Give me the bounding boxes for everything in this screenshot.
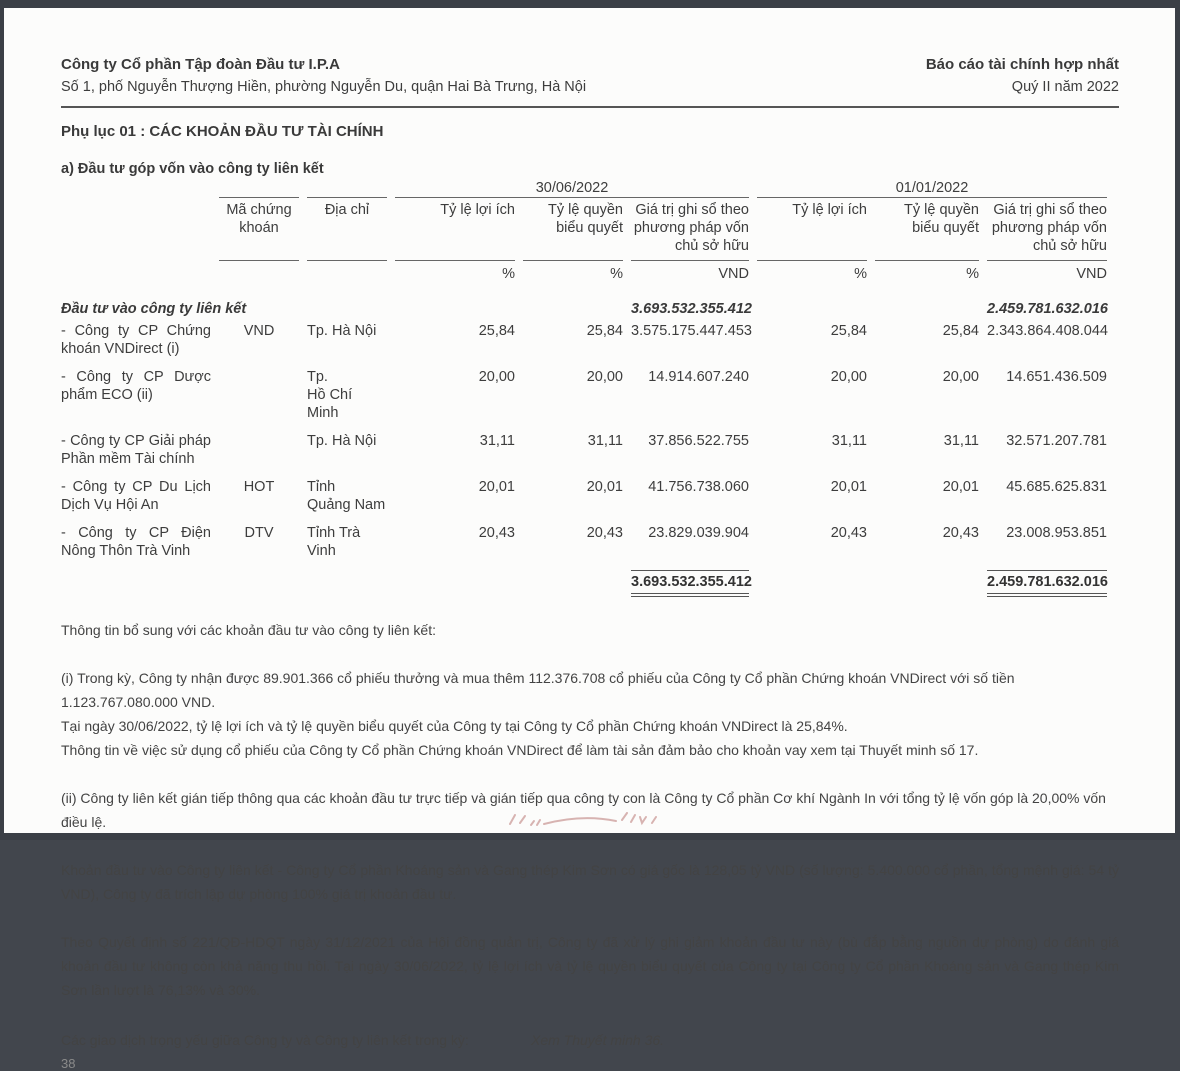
- page-header: [61, 53, 1119, 99]
- value-1-cell: 23.829.039.904: [648, 525, 749, 541]
- unit-pct: %: [854, 266, 867, 282]
- value-1-cell: 3.575.175.447.453: [631, 323, 752, 339]
- spacer-cell: [757, 570, 867, 597]
- address-cell: [307, 322, 387, 368]
- note-kimson: Khoản đầu tư vào Công ty liên kết - Công ty Cổ phần Khoáng sản và Gang thép Kim Sơn có giá gốc là 128,05 tỷ VND (số lượng: 5.400.000 cổ phần, tổng mệnh giá: 54 tỷ VND), Công ty đã trích lập dự phòng 100% giá trị khoản đầu tư.: [61, 862, 1119, 902]
- total-value-1: 3.693.532.355.412: [631, 570, 749, 597]
- appendix-title: Phụ lục 01 : CÁC KHOẢN ĐẦU TƯ TÀI CHÍNH: [61, 123, 384, 140]
- col-header-value-2: Giá trị ghi sổ theo phương pháp vốn chủ sở hữu: [987, 198, 1107, 261]
- spacer-cell: [875, 285, 979, 322]
- period-header-row: [61, 179, 1107, 198]
- note-i-line2: Tại ngày 30/06/2022, tỷ lệ lợi ích và tỷ lệ quyền biểu quyết của Công ty tại Công ty Cổ phần Chứng khoán VNDirect là 25,84%.: [61, 718, 848, 734]
- grand-total-row: [61, 570, 1107, 597]
- benefit-1-cell: 25,84: [478, 323, 515, 339]
- benefit-2-cell: 20,43: [830, 525, 867, 541]
- ticker-cell: [219, 368, 299, 432]
- transactions-row: [61, 1028, 1119, 1052]
- group-total-row: [61, 285, 1107, 322]
- voting-2-cell: 31,11: [943, 433, 979, 449]
- ticker-cell: VND: [243, 323, 275, 339]
- unit-pct: %: [966, 266, 979, 282]
- address-cell: [307, 368, 387, 432]
- address-line: Tp.: [307, 369, 328, 385]
- investments-table: [53, 179, 1115, 597]
- col-header-value-1: Giá trị ghi sổ theo phương pháp vốn chủ sở hữu: [631, 198, 749, 261]
- voting-1-cell: 31,11: [587, 433, 623, 449]
- unit-vnd: VND: [718, 266, 749, 282]
- company-address: Số 1, phố Nguyễn Thượng Hiền, phường Nguyễn Du, quận Hai Bà Trưng, Hà Nội: [61, 79, 587, 95]
- unit-pct: %: [502, 266, 515, 282]
- value-2-cell: 32.571.207.781: [1006, 433, 1107, 449]
- col-header-code: Mã chứng khoán: [219, 198, 299, 261]
- notes-section: [61, 618, 1119, 1052]
- report-period: Quý II năm 2022: [1011, 79, 1119, 95]
- header-divider: [61, 106, 1119, 108]
- value-2-cell: 2.343.864.408.044: [987, 323, 1108, 339]
- period-2-header: 01/01/2022: [757, 179, 1107, 198]
- stamp-remnant: [504, 808, 664, 830]
- voting-1-cell: 25,84: [586, 323, 623, 339]
- benefit-1-cell: 20,01: [478, 479, 515, 495]
- spacer-cell: [395, 285, 515, 322]
- spacer-cell: [61, 179, 211, 198]
- voting-2-cell: 20,00: [942, 369, 979, 385]
- group-label: Đầu tư vào công ty liên kết: [61, 301, 247, 317]
- voting-1-cell: 20,43: [586, 525, 623, 541]
- group-value-2: 2.459.781.632.016: [987, 301, 1108, 317]
- voting-1-cell: 20,01: [586, 479, 623, 495]
- benefit-2-cell: 31,11: [831, 433, 867, 449]
- spacer-cell: [395, 570, 515, 597]
- col-header-benefit-2: Tỷ lệ lợi ích: [757, 198, 867, 261]
- benefit-1-cell: 20,00: [478, 369, 515, 385]
- voting-2-cell: 20,43: [942, 525, 979, 541]
- value-2-cell: 23.008.953.851: [1006, 525, 1107, 541]
- spacer-cell: [307, 570, 387, 597]
- address-line: Tp. Hà Nội: [307, 323, 377, 339]
- note-i-line1: (i) Trong kỳ, Công ty nhận được 89.901.366 cổ phiếu thưởng và mua thêm 112.376.708 cổ phiếu của Công ty Cổ phần Chứng khoán VNDirect với số tiền 1.123.767.080.000 VND.: [61, 670, 1015, 710]
- address-line: Quảng Nam: [307, 497, 386, 513]
- address-cell: [307, 432, 387, 478]
- benefit-1-cell: 31,11: [479, 433, 515, 449]
- unit-pct: %: [610, 266, 623, 282]
- address-line: Tp. Hà Nội: [307, 433, 377, 449]
- table-row-vndirect: [61, 322, 1107, 368]
- address-cell: [307, 524, 387, 570]
- note-i-line3: Thông tin về việc sử dụng cổ phiếu của Công ty Cổ phần Chứng khoán VNDirect để làm tài sản đảm bảo cho khoản vay xem tại Thuyết minh số 17.: [61, 742, 979, 758]
- transactions-reference: Xem Thuyết minh 36.: [531, 1032, 665, 1048]
- spacer-cell: [61, 198, 211, 261]
- address-cell: [307, 478, 387, 524]
- spacer-cell: [523, 570, 623, 597]
- benefit-2-cell: 20,01: [830, 479, 867, 495]
- address-line: Hồ Chí Minh: [307, 387, 353, 421]
- document-page: [4, 8, 1175, 1071]
- ticker-cell: [219, 432, 299, 478]
- address-rule-cell: [307, 179, 387, 198]
- col-header-voting-1: Tỷ lệ quyền biểu quyết: [523, 198, 623, 261]
- spacer-cell: [219, 570, 299, 597]
- address-line: Tỉnh Trà Vinh: [307, 525, 361, 559]
- notes-intro: Thông tin bổ sung với các khoản đầu tư vào công ty liên kết:: [61, 622, 436, 638]
- table-row-eco: [61, 368, 1107, 432]
- spacer-cell: [875, 570, 979, 597]
- group-value-1: 3.693.532.355.412: [631, 301, 752, 317]
- report-title: Báo cáo tài chính hợp nhất: [925, 56, 1119, 73]
- spacer-cell: [61, 570, 211, 597]
- value-2-cell: 14.651.436.509: [1006, 369, 1107, 385]
- transactions-label: Các giao dịch trọng yếu giữa Công ty và Công ty liên kết trong kỳ:: [61, 1032, 469, 1048]
- period-1-header: 30/06/2022: [395, 179, 749, 198]
- company-name-cell: - Công ty CP Dược phẩm ECO (ii): [61, 369, 211, 403]
- spacer-cell: [523, 285, 623, 322]
- column-header-row: [61, 198, 1107, 261]
- table-row-fss: [61, 432, 1107, 478]
- table-row-travinh: [61, 524, 1107, 570]
- col-header-benefit-1: Tỷ lệ lợi ích: [395, 198, 515, 261]
- spacer-cell: [219, 261, 299, 285]
- page-number: 38: [61, 1056, 76, 1071]
- value-1-cell: 14.914.607.240: [648, 369, 749, 385]
- spacer-cell: [61, 261, 211, 285]
- note-decision: Theo Quyết định số 221/QĐ-HDQT ngày 31/12/2021 của Hội đồng quản trị, Công ty đã xử lý ghi giảm khoản đầu tư này (bù đắp bằng nguồn dự phòng) do đánh giá khoản đầu tư không còn khả năng thu hồi. Tại ngày 30/06/2022, tỷ lệ lợi ích và tỷ lệ quyền biểu quyết của Công ty tại Công ty Cổ phần Khoáng sản và Gang thép Kim Sơn lần lượt là 76,13% và 30%.: [61, 934, 1119, 998]
- unit-row: [61, 261, 1107, 285]
- company-name-cell: - Công ty CP Du Lịch Dịch Vụ Hội An: [61, 479, 211, 513]
- company-name-cell: - Công ty CP Điện Nông Thôn Trà Vinh: [61, 525, 211, 559]
- table-row-hoian: [61, 478, 1107, 524]
- code-rule-cell: [219, 179, 299, 198]
- benefit-2-cell: 25,84: [830, 323, 867, 339]
- address-line: Tỉnh: [307, 479, 336, 495]
- voting-2-cell: 20,01: [942, 479, 979, 495]
- spacer-cell: [307, 261, 387, 285]
- section-a-title: a) Đầu tư góp vốn vào công ty liên kết: [61, 161, 324, 177]
- spacer-cell: [757, 285, 867, 322]
- company-name: Công ty Cổ phần Tập đoàn Đầu tư I.P.A: [61, 56, 340, 73]
- report-header: [926, 53, 1119, 99]
- note-i: [61, 666, 1119, 762]
- total-value-2: 2.459.781.632.016: [987, 570, 1107, 597]
- value-2-cell: 45.685.625.831: [1006, 479, 1107, 495]
- col-header-voting-2: Tỷ lệ quyền biểu quyết: [875, 198, 979, 261]
- value-1-cell: 41.756.738.060: [648, 479, 749, 495]
- value-1-cell: 37.856.522.755: [648, 433, 749, 449]
- company-name-cell: - Công ty CP Chứng khoán VNDirect (i): [61, 323, 211, 357]
- ticker-cell: HOT: [243, 479, 275, 495]
- unit-vnd: VND: [1076, 266, 1107, 282]
- note-ii: (ii) Công ty liên kết gián tiếp thông qua các khoản đầu tư trực tiếp và gián tiếp qua công ty con là Công ty Cổ phần Cơ khí Ngành In với tổng tỷ lệ vốn góp là 20,00% vốn điều lệ.: [61, 790, 1106, 830]
- benefit-2-cell: 20,00: [830, 369, 867, 385]
- col-header-address: Địa chỉ: [307, 198, 387, 261]
- voting-1-cell: 20,00: [586, 369, 623, 385]
- ticker-cell: DTV: [244, 525, 274, 541]
- company-header: [61, 53, 586, 99]
- voting-2-cell: 25,84: [942, 323, 979, 339]
- company-name-cell: - Công ty CP Giải pháp Phần mềm Tài chính: [61, 433, 211, 467]
- benefit-1-cell: 20,43: [478, 525, 515, 541]
